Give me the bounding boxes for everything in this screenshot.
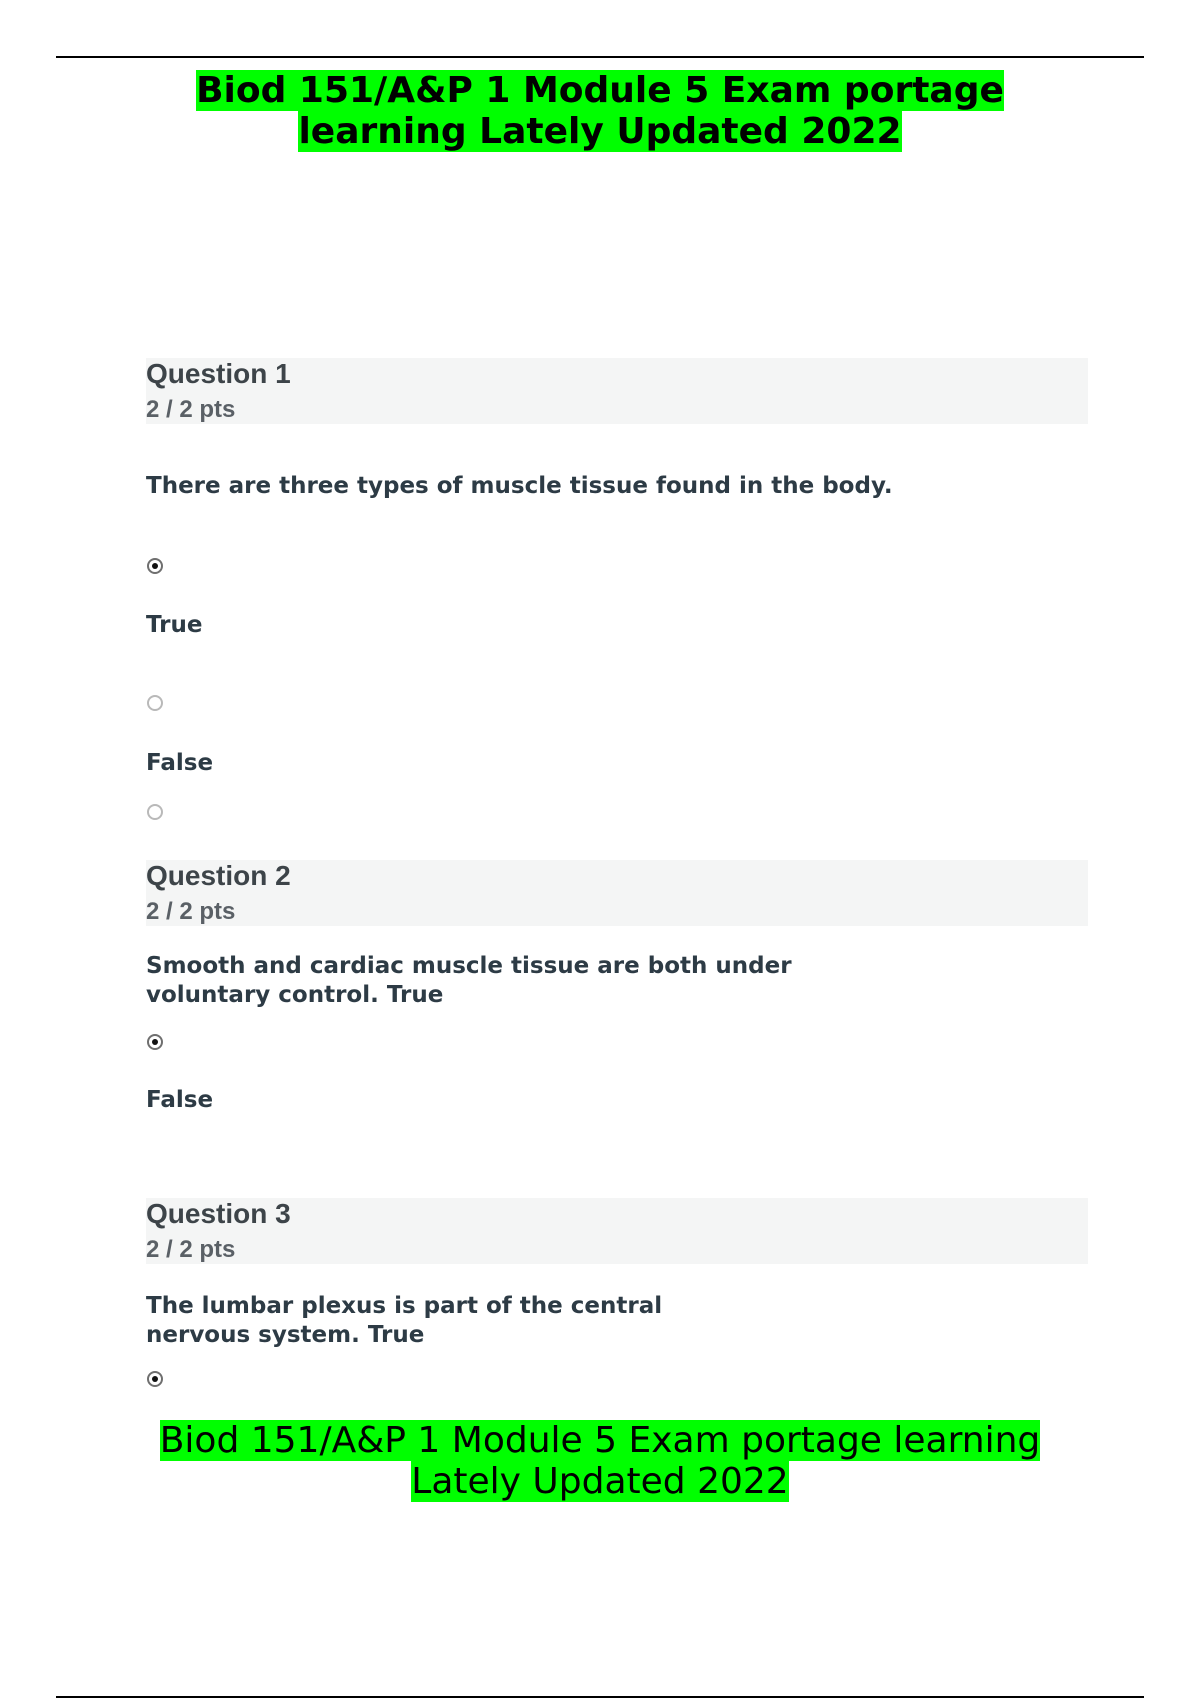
footer-title: Biod 151/A&P 1 Module 5 Exam portage learning Lately Updated 2022 (159, 1420, 1041, 1502)
question-1-false-radio[interactable] (147, 695, 163, 711)
question-2-text-line2: voluntary control. True (146, 982, 444, 1008)
question-1-false-label: False (146, 750, 214, 776)
bottom-rule (56, 1696, 1144, 1698)
question-2-text-line1: Smooth and cardiac muscle tissue are both under (146, 953, 792, 979)
question-3-points: 2 / 2 pts (146, 1236, 236, 1263)
question-2-title: Question 2 (146, 860, 291, 891)
question-2-header (146, 860, 1088, 926)
question-2-points: 2 / 2 pts (146, 898, 236, 925)
question-2-false-radio[interactable] (147, 1034, 163, 1050)
question-2-false-label: False (146, 1087, 214, 1113)
top-rule (56, 56, 1144, 58)
question-1-points: 2 / 2 pts (146, 396, 236, 423)
question-1-text: There are three types of muscle tissue found in the body. (146, 473, 893, 499)
question-1-header (146, 358, 1088, 424)
question-3-title: Question 3 (146, 1198, 291, 1229)
question-3-text-line1: The lumbar plexus is part of the central (146, 1293, 663, 1319)
question-3-radio[interactable] (147, 1371, 163, 1387)
question-1-extra-radio[interactable] (147, 804, 163, 820)
question-1-true-label: True (146, 612, 203, 638)
question-1-true-radio[interactable] (147, 558, 163, 574)
question-3-text-line2: nervous system. True (146, 1322, 425, 1348)
question-1-title: Question 1 (146, 358, 291, 389)
page-title: Biod 151/A&P 1 Module 5 Exam portage learning Lately Updated 2022 (196, 70, 1004, 152)
question-3-header (146, 1198, 1088, 1264)
